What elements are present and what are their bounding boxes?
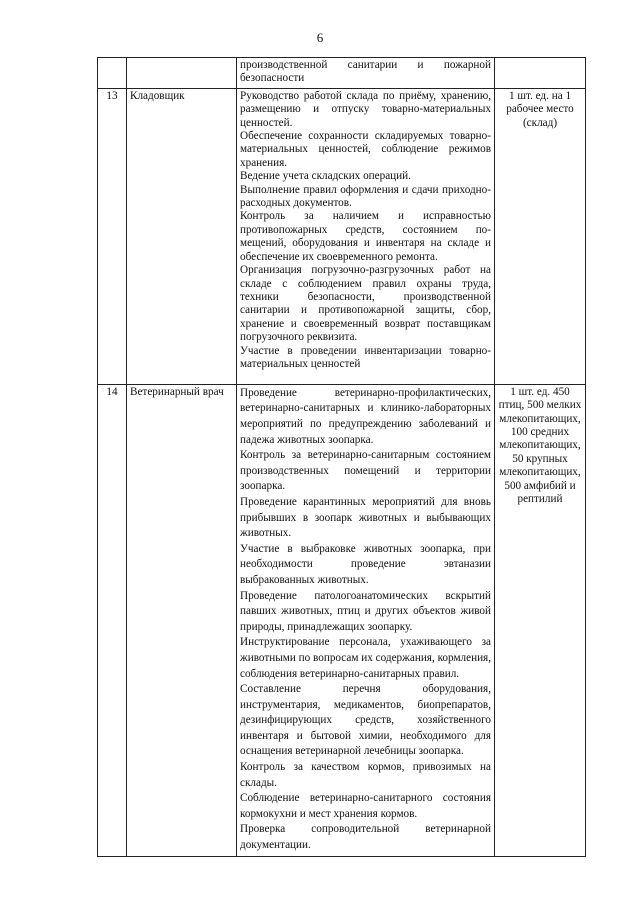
duty-item: Участие в выбраковке животных зоопарка, при необходимости проведение эвтаназии выбракованных животных.	[240, 542, 491, 586]
staffing-quantity: 1 шт. ед. 450 птиц, 500 мелких млекопитающих, 100 средних млекопитающих, 50 крупных млекопитающих, 500 амфибий и рептилий	[495, 384, 586, 856]
duty-item: Проведение ветеринарно-профилактических, ветеринарно-санитарных и клинико-лабораторных мероприятий по предупреждению заболеваний и падежа животных зоопарка.	[240, 386, 491, 446]
duties-cell	[237, 88, 495, 384]
duty-item: Проведение карантинных мероприятий для вновь прибывших в зоопарк животных и выбывающих животных.	[240, 495, 491, 540]
table-row	[98, 58, 586, 89]
row-number: 14	[98, 384, 127, 856]
duty-item: Участие в проведении инвентаризации товарно-материальных ценностей	[240, 344, 491, 370]
row-number: 13	[98, 88, 127, 384]
duty-item: производственной санитарии и пожарной безопасности	[240, 59, 491, 85]
duty-item: Обеспечение сохранности складируемых товарно-материальных ценностей, соблюдение режимов хранения.	[240, 130, 491, 169]
staff-duties-table	[97, 57, 586, 857]
duty-item: Организация погрузочно-разгрузочных работ на складе с соблюдением правил охраны труда, техники безопасности, производственной санитарии и противопожарной защиты, сбор, хранение и своевременный возврат поставщикам погрузочного реквизита.	[240, 264, 491, 344]
duty-item: Составление перечня оборудования, инструментария, медикаментов, биопрепаратов, дезинфицирующих средств, хозяйственного инвентаря и бытовой химии, необходимого для оснащения ветеринарной лечебницы зоопарка.	[240, 683, 491, 758]
duties-cell	[237, 384, 495, 856]
staffing-quantity: 1 шт. ед. на 1 рабочее место (склад)	[495, 88, 586, 384]
duty-item: Инструктирование персонала, ухаживающего за животными по вопросам их содержания, кормления, соблюдения ветеринарно-санитарных правил.	[240, 636, 491, 680]
duty-item: Контроль за наличием и исправностью противопожарных средств, состоянием по-мещений, оборудования и инвентаря на складе и обеспечение их своевременного ремонта.	[240, 210, 491, 263]
duty-item: Выполнение правил оформления и сдачи приходно-расходных документов.	[240, 183, 491, 210]
duty-item: Проведение патологоанатомических вскрытий павших животных, птиц и других объектов живой природы, принадлежащих зоопарку.	[240, 589, 491, 633]
row-number	[98, 58, 127, 89]
page-number: 6	[316, 30, 324, 45]
position-title: Кладовщик	[127, 88, 237, 384]
table-row	[98, 88, 586, 384]
position-title: Ветеринарный врач	[127, 384, 237, 856]
duty-item: Руководство работой склада по приёму, хранению, размещению и отпуску товарно-материальных ценностей.	[240, 89, 491, 129]
duty-item: Ведение учета складских операций.	[240, 170, 411, 183]
duty-item: Контроль за качеством кормов, привозимых на склады.	[240, 761, 491, 789]
duties-cell	[237, 58, 495, 89]
position-title	[127, 58, 237, 89]
duty-item: Контроль за ветеринарно-санитарным состоянием производственных помещений и территории зоопарка.	[240, 449, 491, 493]
staffing-quantity	[495, 58, 586, 89]
table-row	[98, 384, 586, 856]
duty-item: Проверка сопроводительной ветеринарной документации.	[240, 823, 491, 852]
duty-item: Соблюдение ветеринарно-санитарного состояния кормокухни и мест хранения кормов.	[240, 792, 491, 820]
